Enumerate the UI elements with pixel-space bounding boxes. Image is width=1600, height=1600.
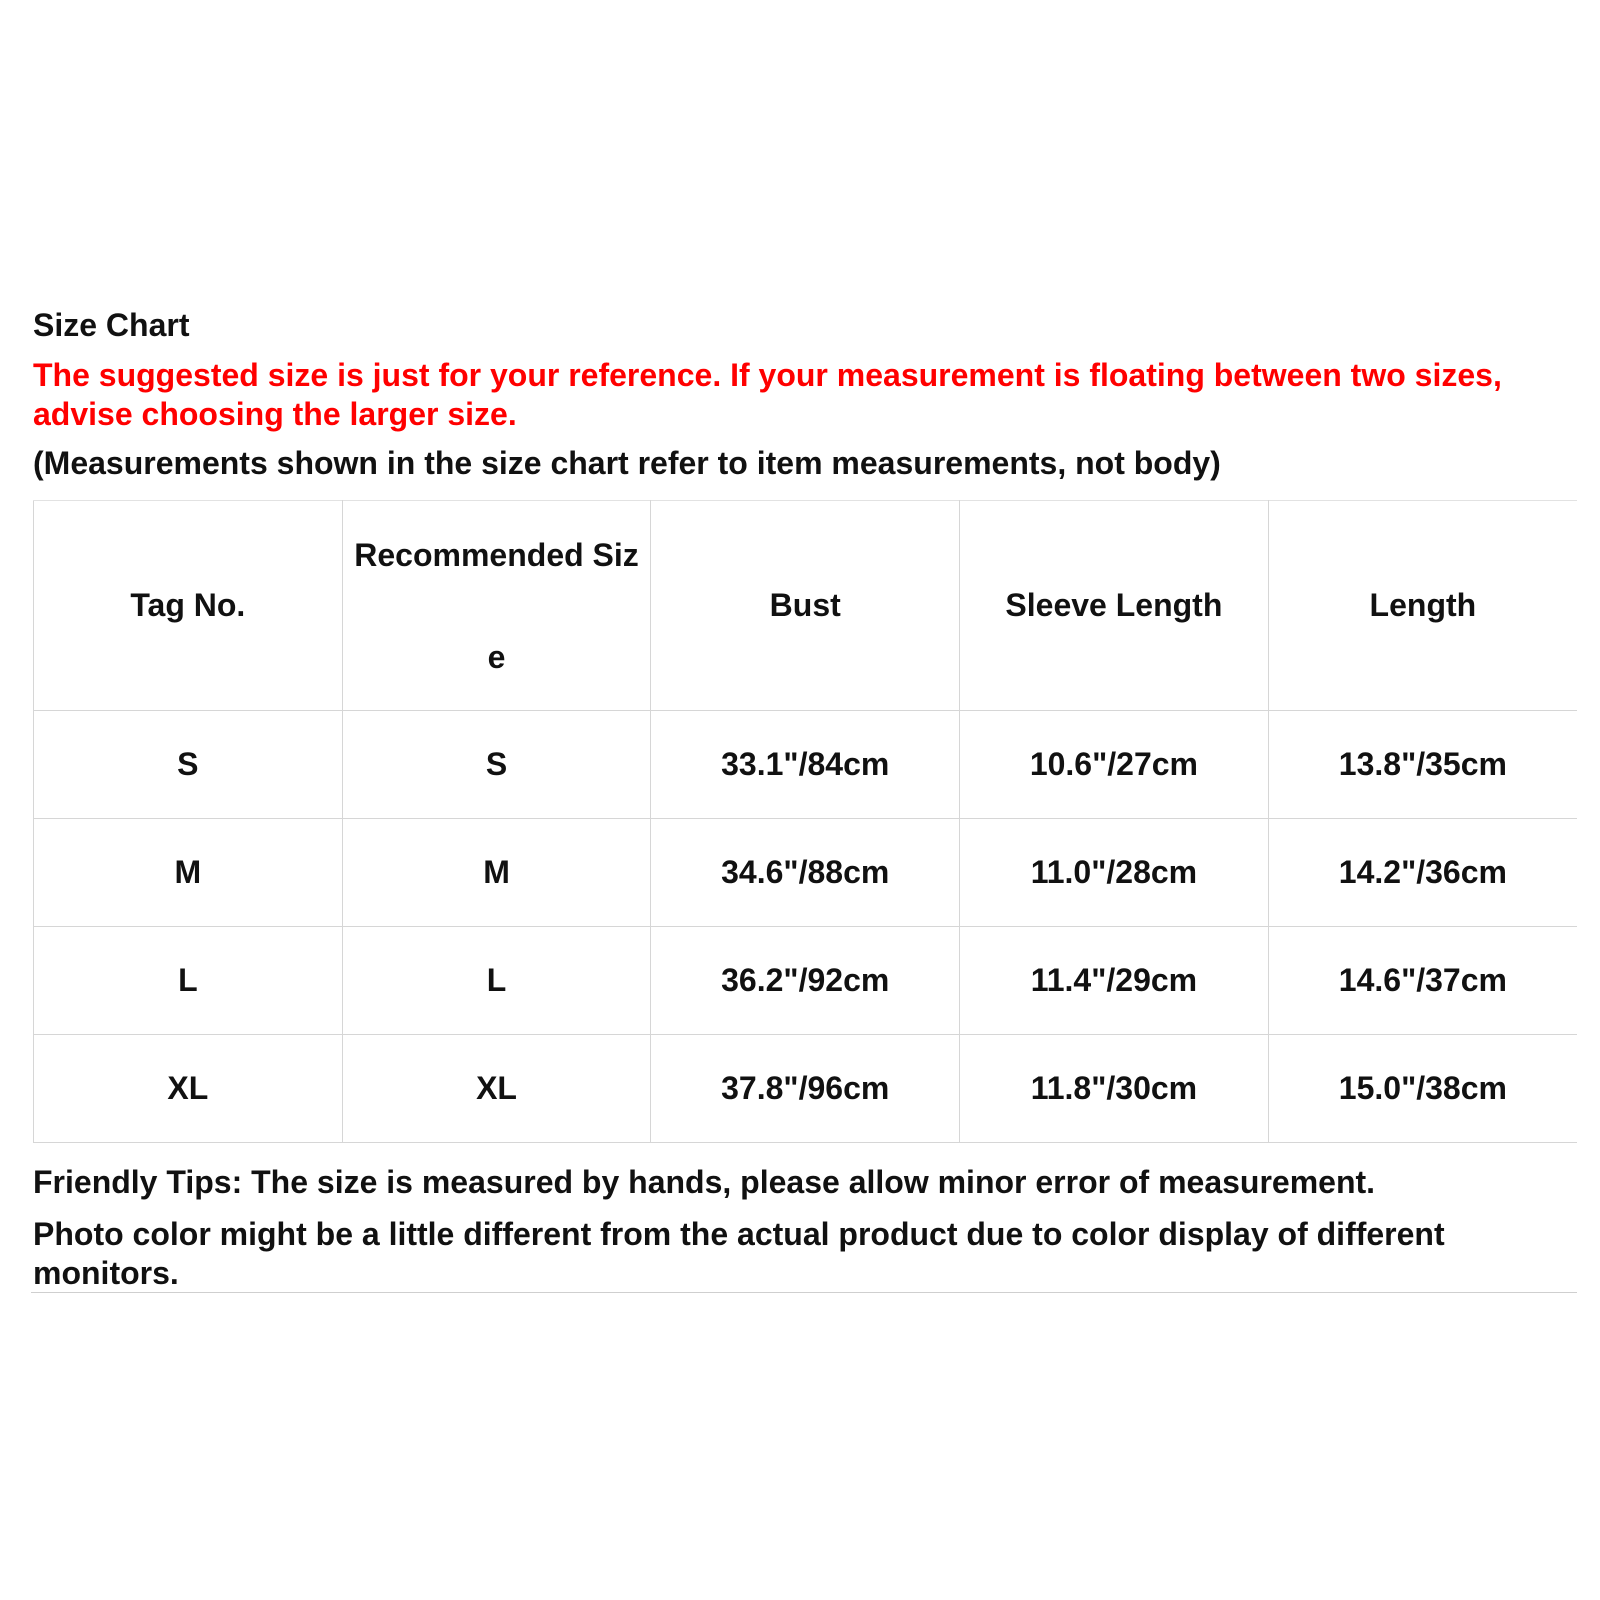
cell-tag: XL (34, 1035, 343, 1143)
column-header-recommended-size-label: Recommended Size (354, 536, 639, 675)
cell-sleeve-length: 10.6"/27cm (960, 711, 1269, 819)
table-header (34, 501, 1578, 711)
cell-length: 14.2"/36cm (1268, 819, 1577, 927)
cell-bust: 36.2"/92cm (651, 927, 960, 1035)
header-row (34, 501, 1578, 711)
table-row (34, 711, 1578, 819)
cell-length: 13.8"/35cm (1268, 711, 1577, 819)
cell-sleeve-length: 11.8"/30cm (960, 1035, 1269, 1143)
column-header-bust: Bust (651, 501, 960, 711)
table-row (34, 927, 1578, 1035)
cell-sleeve-length: 11.0"/28cm (960, 819, 1269, 927)
cell-tag: L (34, 927, 343, 1035)
table-body (34, 711, 1578, 1143)
cell-recommended-size: M (342, 819, 651, 927)
cell-bust: 33.1"/84cm (651, 711, 960, 819)
table-row (34, 1035, 1578, 1143)
column-header-tag: Tag No. (34, 501, 343, 711)
cell-sleeve-length: 11.4"/29cm (960, 927, 1269, 1035)
cell-recommended-size: S (342, 711, 651, 819)
cell-recommended-size: L (342, 927, 651, 1035)
table-row (34, 819, 1578, 927)
cell-tag: S (34, 711, 343, 819)
measurement-note: (Measurements shown in the size chart refer to item measurements, not body) (33, 445, 1221, 481)
column-header-recommended-size (342, 501, 651, 711)
cell-recommended-size: XL (342, 1035, 651, 1143)
column-header-length: Length (1268, 501, 1577, 711)
cell-bust: 37.8"/96cm (651, 1035, 960, 1143)
cell-tag: M (34, 819, 343, 927)
cell-bust: 34.6"/88cm (651, 819, 960, 927)
size-chart-table (33, 500, 1577, 1143)
page-title: Size Chart (33, 307, 190, 343)
cell-length: 15.0"/38cm (1268, 1035, 1577, 1143)
friendly-tips: Friendly Tips: The size is measured by hands, please allow minor error of measurement. (33, 1164, 1376, 1200)
column-header-sleeve-length: Sleeve Length (960, 501, 1269, 711)
size-notice: The suggested size is just for your reference. If your measurement is floating between two sizes, advise choosing the larger size. (33, 357, 1502, 432)
bottom-divider (31, 1292, 1577, 1293)
cell-length: 14.6"/37cm (1268, 927, 1577, 1035)
photo-color-note: Photo color might be a little different from the actual product due to color display of different monitors. (33, 1216, 1445, 1291)
